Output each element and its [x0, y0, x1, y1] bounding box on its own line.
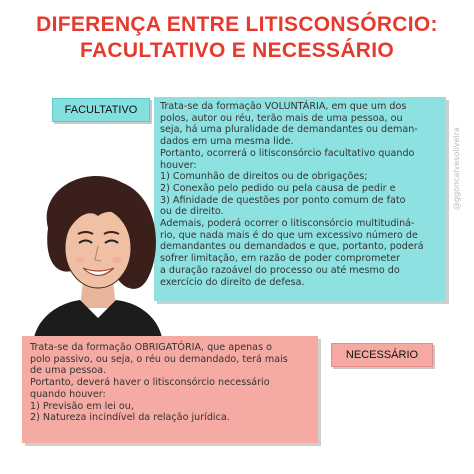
text-line: houver:	[160, 159, 197, 171]
text-line: Portanto, ocorrerá o litisconsórcio facultativo quando	[160, 147, 415, 159]
page-title	[0, 12, 474, 64]
necessario-text-box	[22, 336, 318, 443]
text-line: seja, há uma pluralidade de demandantes ou deman-	[160, 124, 418, 136]
portrait-illustration	[18, 168, 178, 343]
text-line: ou de direito.	[160, 206, 224, 218]
necessario-label: NECESSÁRIO	[331, 343, 433, 367]
watermark: @ggoncalvesoliveira	[452, 127, 461, 210]
title-line-1: DIFERENÇA ENTRE LITISCONSÓRCIO:	[36, 13, 438, 36]
text-line: quando houver:	[30, 388, 106, 400]
facultativo-label: FACULTATIVO	[52, 98, 150, 122]
text-line: exercício do direito de defesa.	[160, 276, 305, 288]
text-line: demandantes ou demandados e que, portanto, poderá	[160, 241, 424, 253]
text-line: Ademais, poderá ocorrer o litisconsórcio multitudiná-	[160, 218, 415, 230]
text-line: a duração razoável do processo ou até mesmo do	[160, 264, 400, 276]
text-line: 2) Conexão pelo pedido ou pela causa de pedir e	[160, 182, 396, 194]
text-line: polos, autor ou réu, terão mais de uma pessoa, ou	[160, 112, 403, 124]
text-line: Trata-se da formação VOLUNTÁRIA, em que um dos	[160, 101, 407, 112]
text-line: 1) Comunhão de direitos ou de obrigações;	[160, 171, 368, 183]
title-line-2: FACULTATIVO E NECESSÁRIO	[79, 39, 395, 62]
text-line: Trata-se da formação OBRIGATÓRIA, que apenas o	[30, 342, 272, 353]
text-line: 2) Natureza incindível da relação jurídica.	[30, 412, 230, 424]
text-line: de uma pessoa.	[30, 365, 107, 377]
facultativo-text-box	[154, 97, 446, 301]
text-line: sofrer limitação, em razão de poder comprometer	[160, 253, 400, 265]
text-line: Portanto, deverá haver o litisconsórcio necessário	[30, 377, 270, 389]
text-line: dados em uma mesma lide.	[160, 136, 294, 148]
text-line: rio, que nada mais é do que um excessivo número de	[160, 229, 418, 241]
text-line: 3) Afinidade de questões por ponto comum de fato	[160, 194, 406, 206]
text-line: polo passivo, ou seja, o réu ou demandado, terá mais	[30, 353, 288, 365]
text-line: 1) Previsão em lei ou,	[30, 400, 134, 412]
